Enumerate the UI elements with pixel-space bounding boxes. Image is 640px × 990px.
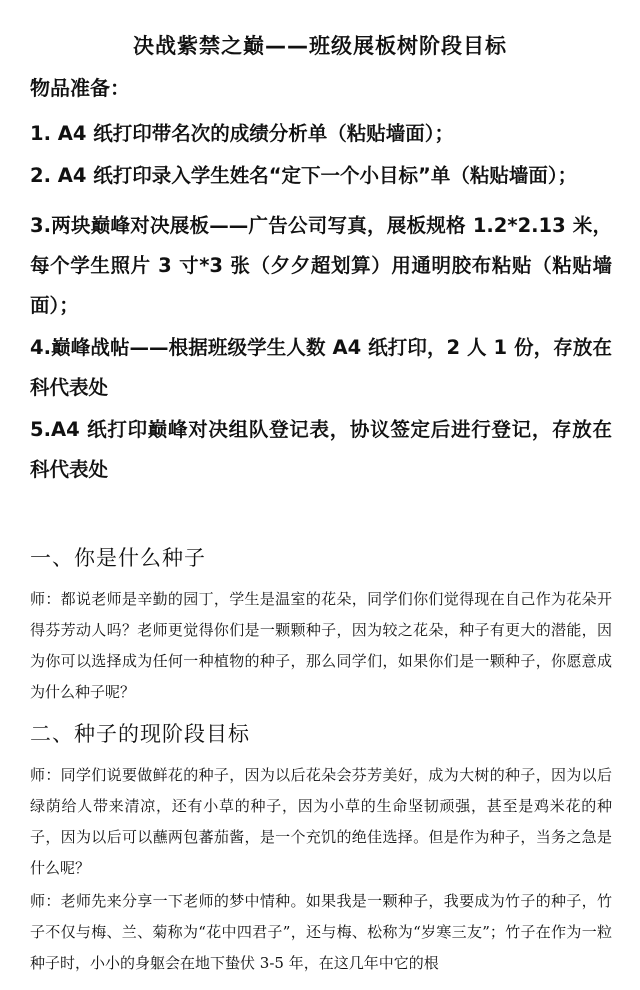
- prep-item-4: 4.巅峰战帖——根据班级学生人数 A4 纸打印，2 人 1 份，存放在科代表处: [30, 336, 612, 399]
- section-2-paragraph-2: 师：老师先来分享一下老师的梦中情种。如果我是一颗种子，我要成为竹子的种子，竹子不仅与梅、兰、菊称为“花中四君子”，还与梅、松称为“岁寒三友”；竹子在作为一粒种子时，小小的身躯会在地下蛰伏 3-5 年，在这几年中它的根: [30, 892, 612, 972]
- section-1-paragraph: 师：都说老师是辛勤的园丁，学生是温室的花朵，同学们你们觉得现在自己作为花朵开得芬芳动人吗？老师更觉得你们是一颗颗种子，因为较之花朵，种子有更大的潜能，因为你可以选择成为任何一种植物的种子，那么同学们，如果你们是一颗种子，你愿意成为什么种子呢？: [30, 590, 612, 701]
- section-2-heading: 二、种子的现阶段目标: [30, 722, 250, 746]
- prep-item-2: 2. A4 纸打印录入学生姓名“定下一个小目标”单（粘贴墙面）；: [30, 164, 578, 187]
- prep-item-1: 1. A4 纸打印带名次的成绩分析单（粘贴墙面）；: [30, 122, 454, 145]
- section-2-paragraph-1: 师：同学们说要做鲜花的种子，因为以后花朵会芬芳美好，成为大树的种子，因为以后绿荫给人带来清凉，还有小草的种子，因为小草的生命坚韧顽强，甚至是鸡米花的种子，因为以后可以蘸两包蕃茄酱，是一个充饥的绝佳选择。但是作为种子，当务之急是什么呢？: [30, 766, 612, 877]
- prep-list: [30, 114, 612, 492]
- prep-heading: 物品准备：: [30, 76, 130, 100]
- prep-item-3: 3.两块巅峰对决展板——广告公司写真，展板规格 1.2*2.13 米，每个学生照片 3 寸*3 张（夕夕超划算）用通明胶布粘贴（粘贴墙面）；: [30, 214, 612, 317]
- document-title: 决战紫禁之巅——班级展板树阶段目标: [133, 34, 507, 58]
- section-1-heading: 一、你是什么种子: [30, 546, 206, 570]
- prep-item-5: 5.A4 纸打印巅峰对决组队登记表，协议签定后进行登记，存放在科代表处: [30, 418, 612, 481]
